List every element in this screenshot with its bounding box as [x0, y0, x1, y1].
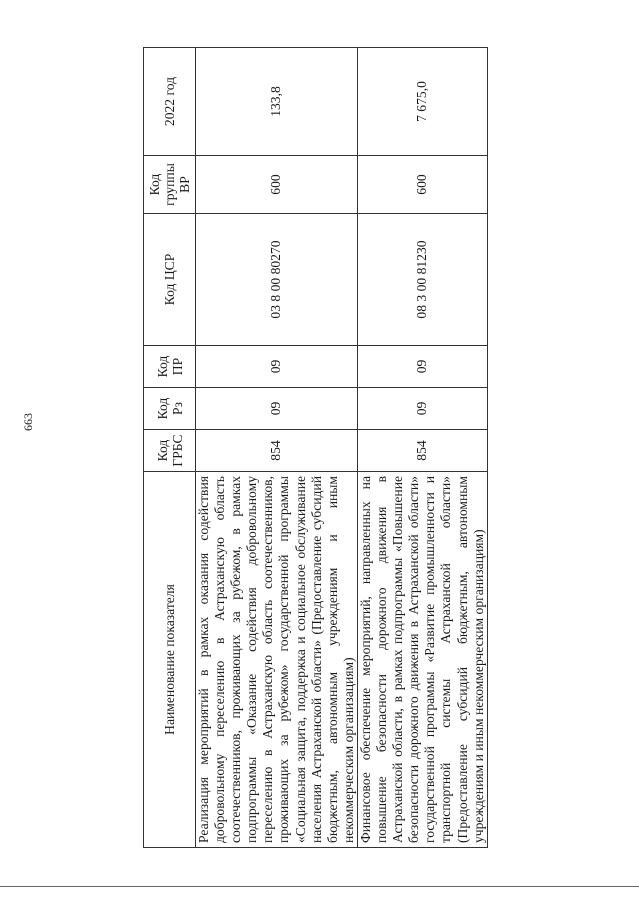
page-number: 663: [21, 413, 35, 431]
header-grbs: Код ГРБС: [144, 430, 196, 472]
row-rz: 09: [196, 388, 358, 430]
page-bottom-rule: [0, 886, 639, 887]
table-row: [357, 48, 487, 848]
row-vr: 600: [357, 156, 487, 214]
table-header-row: [144, 48, 196, 848]
budget-table: [143, 47, 488, 848]
rotated-table-container: [143, 48, 486, 848]
row-csr: 08 3 00 81230: [357, 214, 487, 346]
header-name: Наименование показателя: [144, 472, 196, 848]
row-vr: 600: [196, 156, 358, 214]
header-rz: Код Рз: [144, 388, 196, 430]
row-rz: 09: [357, 388, 487, 430]
header-csr: Код ЦСР: [144, 214, 196, 346]
row-value: 7 675,0: [357, 48, 487, 156]
row-name: Финансовое обеспечение мероприятий, направленных на повышение безопасности дорожного движения в Астраханской области, в рамках подпрограммы «Повышение безопасности дорожного движения в Астраханской области» государственной программы «Развитие промышленности и транспортной системы Астраханской области» (Предоставление субсидий бюджетным, автономным учреждениям и иным некоммерческим организациям): [357, 472, 487, 848]
row-pr: 09: [357, 346, 487, 388]
row-grbs: 854: [196, 430, 358, 472]
header-year: 2022 год: [144, 48, 196, 156]
header-vr: Код группы ВР: [144, 156, 196, 214]
row-grbs: 854: [357, 430, 487, 472]
row-value: 133,8: [196, 48, 358, 156]
table-row: [196, 48, 358, 848]
row-csr: 03 8 00 80270: [196, 214, 358, 346]
header-pr: Код ПР: [144, 346, 196, 388]
row-pr: 09: [196, 346, 358, 388]
row-name: Реализация мероприятий в рамках оказания содействия добровольному переселению в Астраханскую область соотечественников, проживающих за рубежом, в рамках подпрограммы «Оказание содействия добровольному переселению в Астраханскую область соотечественников, проживающих за рубежом» государственной программы «Социальная защита, поддержка и социальное обслуживание населения Астраханской области» (Предоставление субсидий бюджетным, автономным учреждениям и иным некоммерческим организациям): [196, 472, 358, 848]
